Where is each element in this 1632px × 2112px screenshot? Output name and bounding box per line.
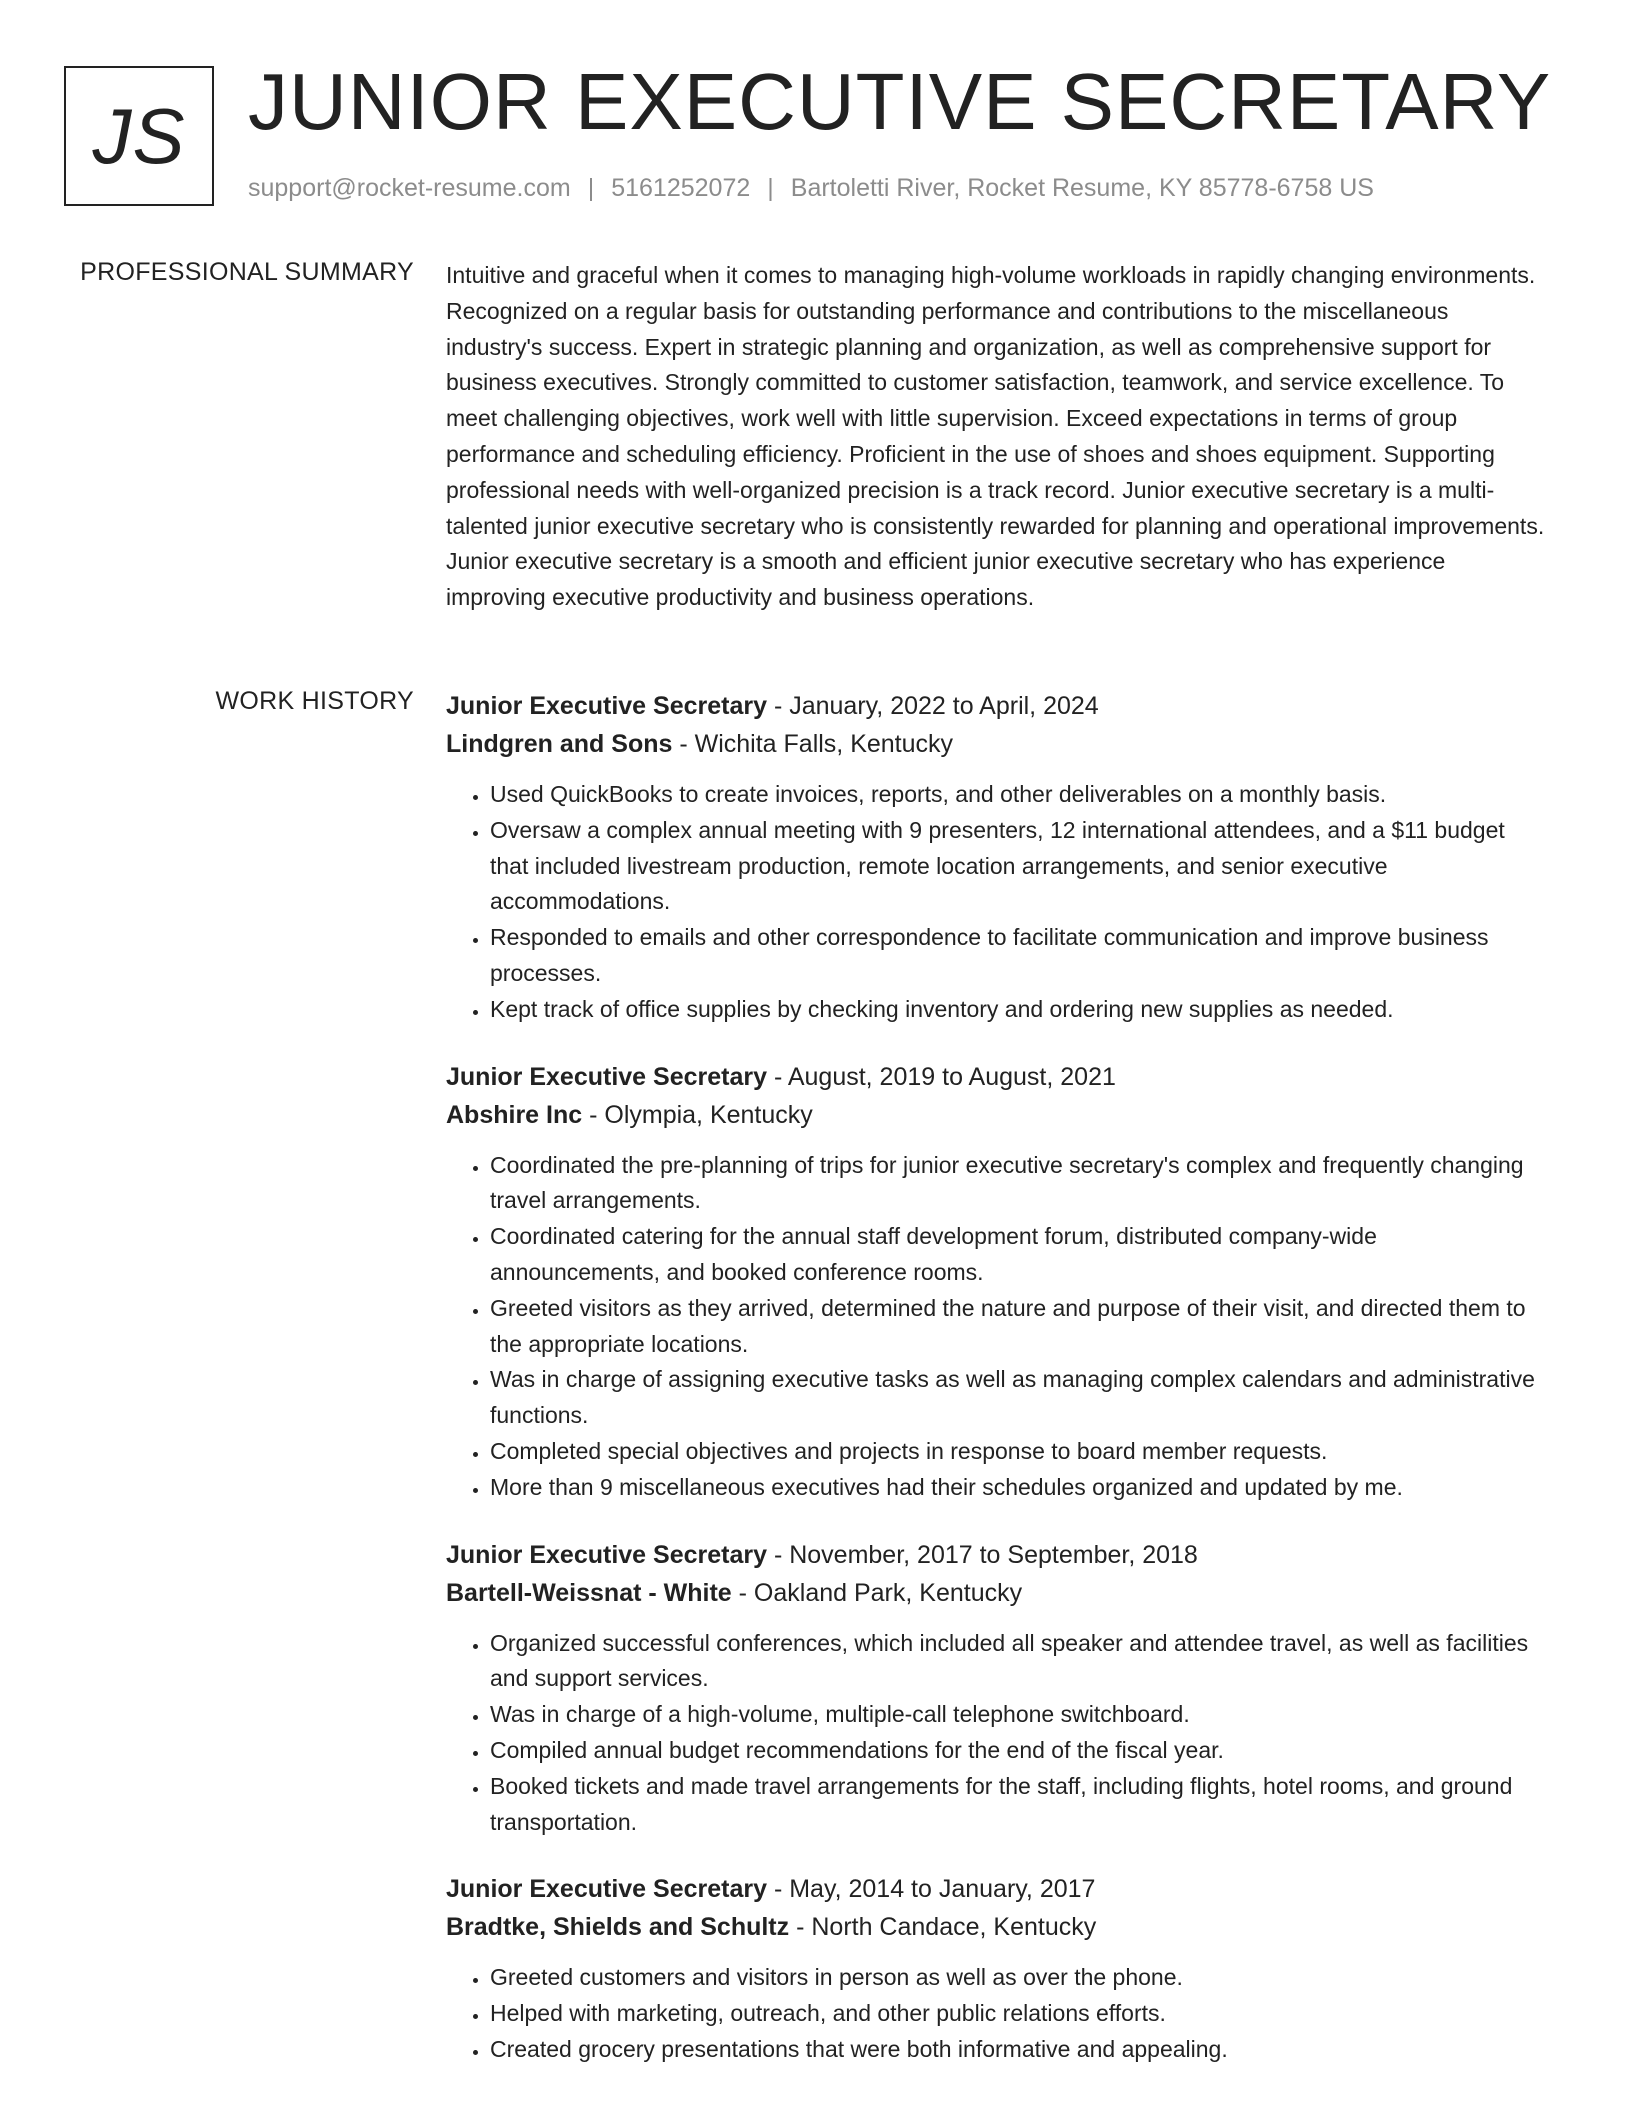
section-label-work-history: WORK HISTORY bbox=[215, 687, 414, 715]
job-duties-list bbox=[446, 777, 1546, 1028]
job-location: - North Candace, Kentucky bbox=[789, 1913, 1097, 1942]
job-company: Bartell-Weissnat - White bbox=[446, 1578, 732, 1607]
job-duty-item: • Responded to emails and other correspondence to facilitate communication and improve business processes. bbox=[490, 920, 1546, 992]
job-entry bbox=[446, 687, 1546, 1028]
contact-line bbox=[248, 174, 1374, 203]
monogram-badge bbox=[64, 66, 214, 206]
job-entry bbox=[446, 1536, 1546, 1841]
job-duty-item: • Booked tickets and made travel arrangements for the staff, including flights, hotel rooms, and ground transportation. bbox=[490, 1769, 1546, 1841]
job-location: - Oakland Park, Kentucky bbox=[731, 1578, 1023, 1607]
job-duty-item: • Oversaw a complex annual meeting with 9 presenters, 12 international attendees, and a $11 budget that included livestream production, remote location arrangements, and senior executive accommodations. bbox=[490, 813, 1546, 920]
job-company: Lindgren and Sons bbox=[446, 730, 673, 758]
job-title-line bbox=[446, 1536, 1546, 1574]
job-duties-list bbox=[446, 1626, 1546, 1841]
contact-separator: | bbox=[767, 174, 774, 202]
job-title: Junior Executive Secretary bbox=[446, 1540, 767, 1569]
job-duty-item: • Was in charge of assigning executive tasks as well as managing complex calendars and administrative functions. bbox=[490, 1362, 1546, 1434]
job-dates: - January, 2022 to April, 2024 bbox=[767, 692, 1099, 720]
job-title-line bbox=[446, 687, 1546, 725]
monogram-text: JS bbox=[92, 91, 186, 180]
job-duty-item: • Compiled annual budget recommendations for the end of the fiscal year. bbox=[490, 1733, 1546, 1769]
contact-separator: | bbox=[587, 174, 595, 202]
job-title-line bbox=[446, 1870, 1546, 1908]
job-duties-list bbox=[446, 1960, 1546, 2067]
summary-text: Intuitive and graceful when it comes to managing high-volume workloads in rapidly changing environments. Recognized on a regular basis for outstanding performance and contributions to the miscellaneous industry's success. Expert in strategic planning and organization, as well as comprehensive support for business executives. Strongly committed to customer satisfaction, teamwork, and service excellence. To meet challenging objectives, work well with little supervision. Exceed expectations in terms of group performance and scheduling efficiency. Proficient in the use of shoes and shoes equipment. Supporting professional needs with well-organized precision is a track record. Junior executive secretary is a multi-talented junior executive secretary who is consistently rewarded for planning and operational improvements. Junior executive secretary is a smooth and efficient junior executive secretary who has experience improving executive productivity and business operations. bbox=[446, 262, 1545, 611]
job-title: Junior Executive Secretary bbox=[446, 1062, 767, 1091]
contact-address: Bartoletti River, Rocket Resume, KY 85778-6758 US bbox=[790, 174, 1374, 202]
job-duty-item: • Completed special objectives and projects in response to board member requests. bbox=[490, 1434, 1546, 1470]
job-duty-item: • Used QuickBooks to create invoices, reports, and other deliverables on a monthly basis. bbox=[490, 777, 1546, 813]
job-duty-item: • Kept track of office supplies by checking inventory and ordering new supplies as needed. bbox=[490, 992, 1546, 1028]
section-label-summary: PROFESSIONAL SUMMARY bbox=[80, 258, 414, 286]
job-location: - Wichita Falls, Kentucky bbox=[672, 730, 954, 758]
job-duty-item: • More than 9 miscellaneous executives had their schedules organized and updated by me. bbox=[490, 1470, 1546, 1506]
job-duty-item: • Coordinated catering for the annual staff development forum, distributed company-wide announcements, and booked conference rooms. bbox=[490, 1219, 1546, 1291]
job-company: Bradtke, Shields and Schultz bbox=[446, 1913, 790, 1942]
job-title-line bbox=[446, 1058, 1546, 1096]
job-dates: - August, 2019 to August, 2021 bbox=[767, 1062, 1116, 1091]
job-duty-item: • Greeted customers and visitors in person as well as over the phone. bbox=[490, 1960, 1546, 1996]
contact-email: support@rocket-resume.com bbox=[248, 174, 571, 202]
job-duty-item: • Was in charge of a high-volume, multiple-call telephone switchboard. bbox=[490, 1697, 1546, 1733]
job-list bbox=[446, 687, 1546, 2098]
job-dates: - November, 2017 to September, 2018 bbox=[767, 1540, 1198, 1569]
resume-name-heading: JUNIOR EXECUTIVE SECRETARY bbox=[248, 57, 1552, 146]
job-entry bbox=[446, 1058, 1546, 1506]
job-company: Abshire Inc bbox=[446, 1100, 583, 1129]
job-title: Junior Executive Secretary bbox=[446, 1875, 767, 1904]
job-duty-item: • Coordinated the pre-planning of trips for junior executive secretary's complex and frequently changing travel arrangements. bbox=[490, 1148, 1546, 1220]
job-location: - Olympia, Kentucky bbox=[582, 1100, 813, 1129]
job-company-line bbox=[446, 725, 1546, 763]
job-title: Junior Executive Secretary bbox=[446, 692, 767, 720]
job-duties-list bbox=[446, 1148, 1546, 1506]
job-company-line bbox=[446, 1096, 1546, 1134]
job-duty-item: • Greeted visitors as they arrived, determined the nature and purpose of their visit, and directed them to the appropriate locations. bbox=[490, 1291, 1546, 1363]
job-dates: - May, 2014 to January, 2017 bbox=[767, 1875, 1096, 1904]
contact-phone: 5161252072 bbox=[611, 174, 751, 202]
job-duty-item: • Created grocery presentations that were both informative and appealing. bbox=[490, 2032, 1546, 2068]
job-duty-item: • Organized successful conferences, which included all speaker and attendee travel, as well as facilities and support services. bbox=[490, 1626, 1546, 1698]
job-company-line bbox=[446, 1574, 1546, 1612]
job-duty-item: • Helped with marketing, outreach, and other public relations efforts. bbox=[490, 1996, 1546, 2032]
job-company-line bbox=[446, 1908, 1546, 1946]
job-entry bbox=[446, 1870, 1546, 2067]
